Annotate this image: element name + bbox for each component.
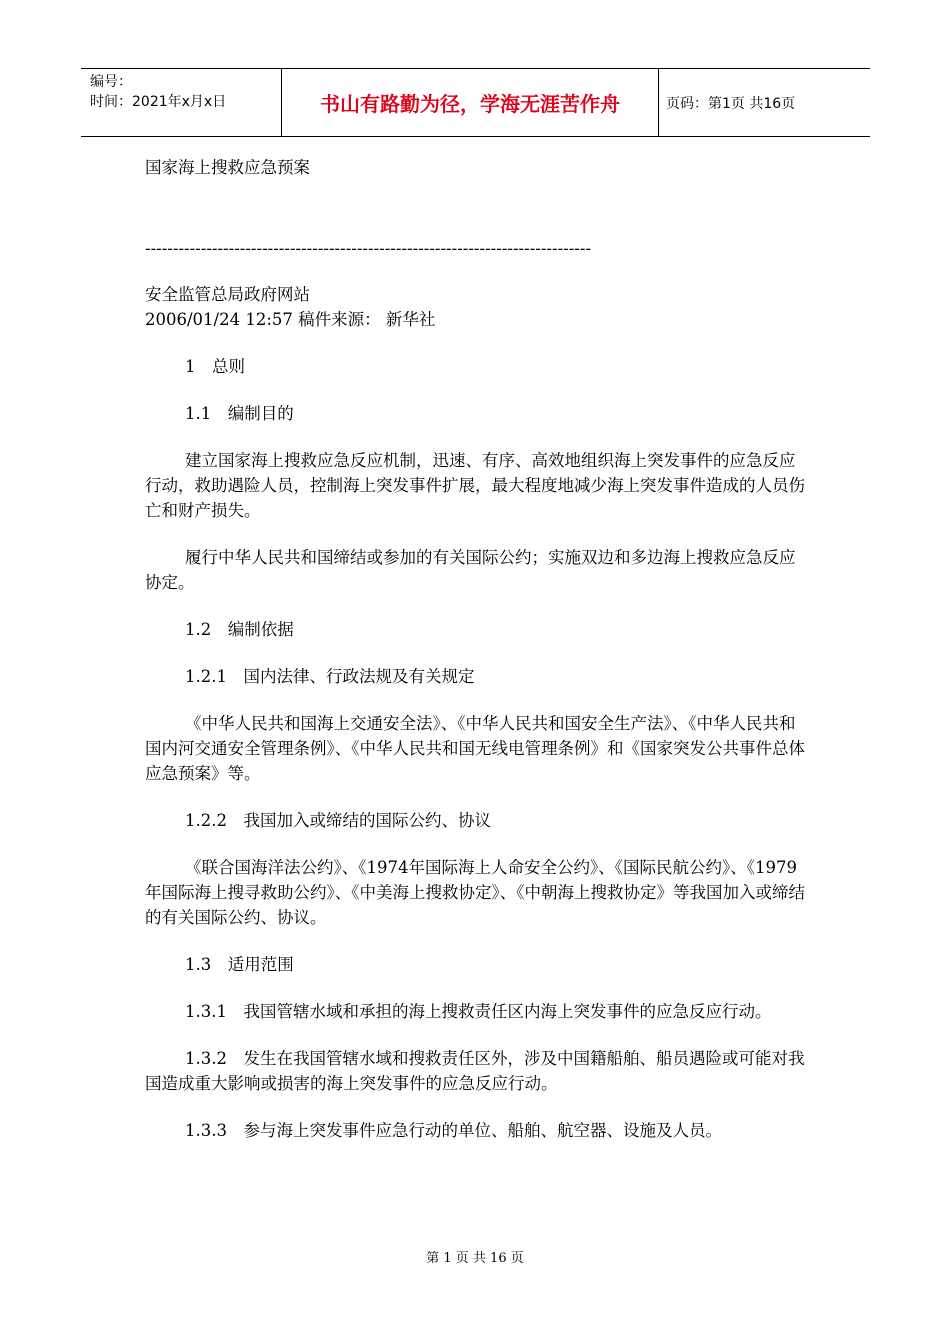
- paragraph: 1.3.2 发生在我国管辖水域和搜救责任区外，涉及中国籍船舶、船员遇险或可能对我国造成重大影响或损害的海上突发事件的应急反应行动。: [145, 1049, 805, 1093]
- section-heading: 1.2 编制依据: [185, 620, 294, 639]
- separator-line: --------------------------------------------------------------------------------: [145, 239, 592, 258]
- header-meta-cell: [81, 69, 282, 136]
- section-heading: 1 总则: [185, 357, 245, 376]
- section-heading: 1.3 适用范围: [185, 955, 294, 974]
- time-label: 时间：2021年x月x日: [90, 94, 227, 110]
- paragraph: 1.3.1 我国管辖水域和承担的海上搜救责任区内海上突发事件的应急反应行动。: [185, 1002, 772, 1021]
- source-site: 安全监管总局政府网站: [145, 285, 310, 304]
- number-label: 编号：: [90, 74, 132, 90]
- paragraph: 建立国家海上搜救应急反应机制，迅速、有序、高效地组织海上突发事件的应急反应行动，救助遇险人员，控制海上突发事件扩展，最大程度地减少海上突发事件造成的人员伤亡和财产损失。: [145, 451, 805, 520]
- source-meta: 2006/01/24 12:57 稿件来源： 新华社: [145, 310, 436, 329]
- motto: 书山有路勤为径，学海无涯苦作舟: [282, 69, 659, 136]
- paragraph: 履行中华人民共和国缔结或参加的有关国际公约；实施双边和多边海上搜救应急反应协定。: [145, 548, 796, 592]
- paragraph: 《中华人民共和国海上交通安全法》、《中华人民共和国安全生产法》、《中华人民共和国内河交通安全管理条例》、《中华人民共和国无线电管理条例》和《国家突发公共事件总体应急预案》等。: [145, 714, 805, 783]
- page-footer: 第 1 页 共 16 页: [426, 1251, 524, 1266]
- paragraph: 1.3.3 参与海上突发事件应急行动的单位、船舶、航空器、设施及人员。: [185, 1121, 722, 1140]
- section-heading: 1.2.1 国内法律、行政法规及有关规定: [185, 667, 475, 686]
- paragraph: 《联合国海洋法公约》、《1974年国际海上人命安全公约》、《国际民航公约》、《1979年国际海上搜寻救助公约》、《中美海上搜救协定》、《中朝海上搜救协定》等我国加入或缔结的有关国际公约、协议。: [145, 858, 805, 927]
- document-body: [145, 155, 809, 1165]
- page-info: 页码：第1页 共16页: [666, 95, 796, 112]
- document-title: 国家海上搜救应急预案: [145, 158, 310, 177]
- section-heading: 1.1 编制目的: [185, 404, 294, 423]
- page-header: [81, 68, 870, 137]
- section-heading: 1.2.2 我国加入或缔结的国际公约、协议: [185, 811, 491, 830]
